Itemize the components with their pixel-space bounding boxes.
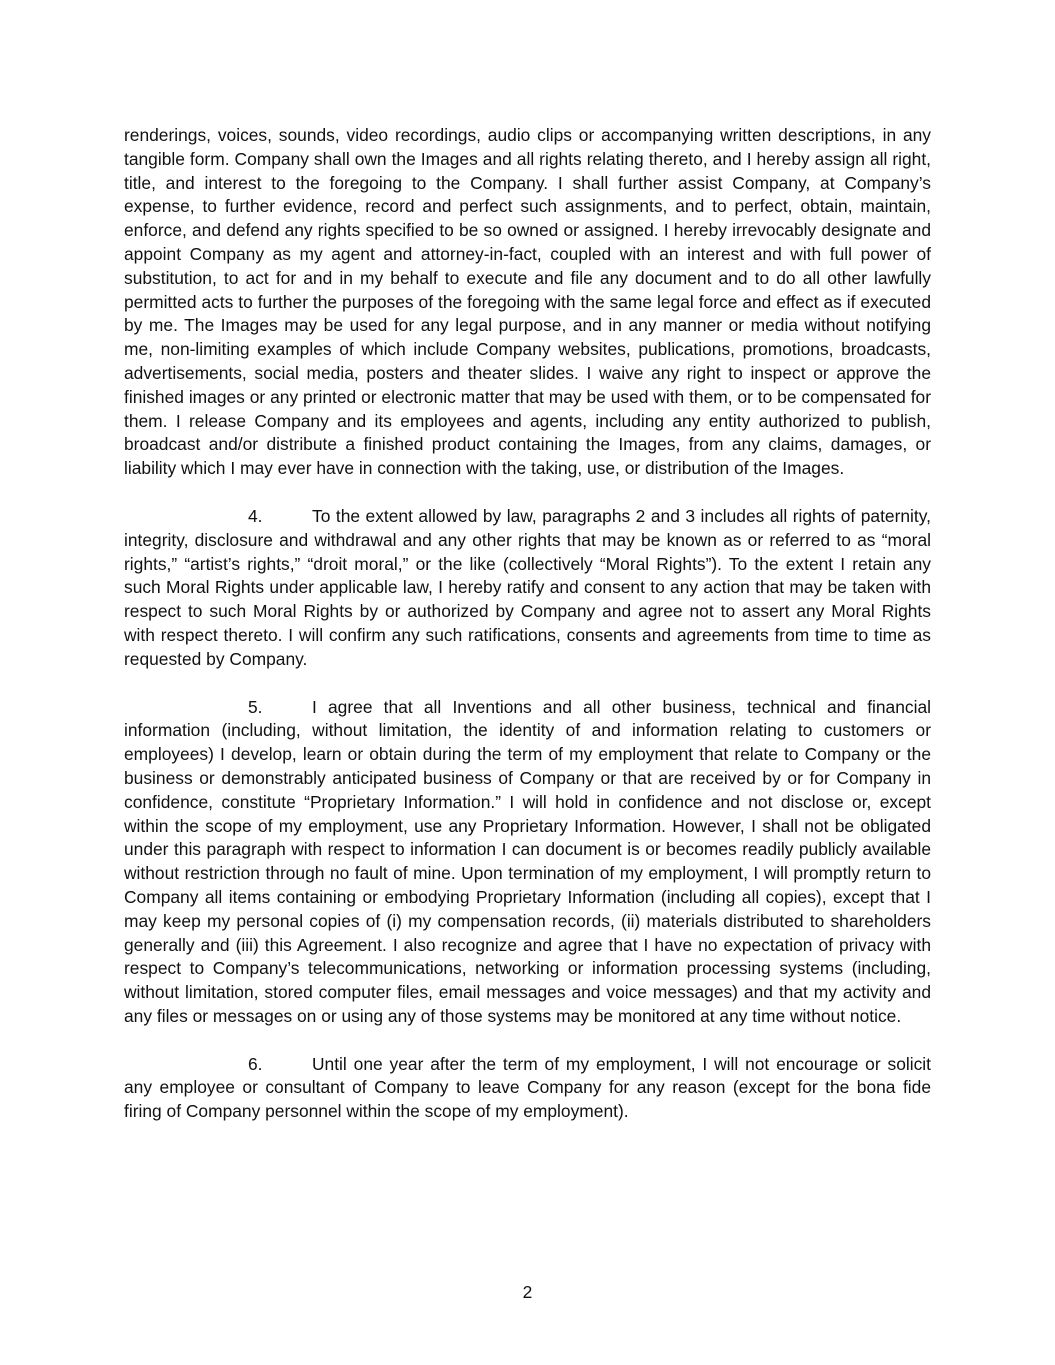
paragraph-5 [124, 696, 931, 1029]
paragraph-number: 5. [248, 696, 263, 717]
paragraph-text: To the extent allowed by law, paragraphs 2 and 3 includes all rights of paternity, integrity, disclosure and withdrawal and any other rights that may be known as or referred to as “moral rights,” “artist’s rights,” “droit moral,” or the like (collectively “Moral Rights”). To the extent I retain any such Moral Rights under applicable law, I hereby ratify and consent to any action that may be taken with respect to such Moral Rights by or authorized by Company and agree not to assert any Moral Rights with respect thereto. I will confirm any such ratifications, consents and agreements from time to time as requested by Company. [124, 505, 931, 669]
paragraph-number: 6. [248, 1053, 263, 1074]
paragraph-text: I agree that all Inventions and all other business, technical and financial information (including, without limitation, the identity of and information relating to customers or employees) I develop, learn or obtain during the term of my employment that relate to Company or the business or demonstrably anticipated business of Company or that are received by or for Company in confidence, constitute “Proprietary Information.” I will hold in confidence and not disclose or, except within the scope of my employment, use any Proprietary Information. However, I shall not be obligated under this paragraph with respect to information I can document is or becomes readily publicly available without restriction through no fault of mine. Upon termination of my employment, I will promptly return to Company all items containing or embodying Proprietary Information (including all copies), except that I may keep my personal copies of (i) my compensation records, (ii) materials distributed to shareholders generally and (iii) this Agreement. I also recognize and agree that I have no expectation of privacy with respect to Company’s telecommunications, networking or information processing systems (including, without limitation, stored computer files, email messages and voice messages) and that my activity and any files or messages on or using any of those systems may be monitored at any time without notice. [124, 696, 931, 1026]
paragraph-number: 4. [248, 505, 263, 526]
page-number: 2 [522, 1282, 533, 1302]
paragraph-text: Until one year after the term of my employment, I will not encourage or solicit any employee or consultant of Company to leave Company for any reason (except for the bona fide firing of Company personnel within the scope of my employment). [124, 1053, 931, 1122]
paragraph-text: renderings, voices, sounds, video recordings, audio clips or accompanying written descriptions, in any tangible form. Company shall own the Images and all rights relating thereto, and I hereby assign all right, title, and interest to the foregoing to the Company. I shall further assist Company, at Company’s expense, to further evidence, record and perfect such assignments, and to perfect, obtain, maintain, enforce, and defend any rights specified to be so owned or assigned. I hereby irrevocably designate and appoint Company as my agent and attorney-in-fact, coupled with an interest and with full power of substitution, to act for and in my behalf to execute and file any document and to do all other lawfully permitted acts to further the purposes of the foregoing with the same legal force and effect as if executed by me. The Images may be used for any legal purpose, and in any manner or media without notifying me, non-limiting examples of which include Company websites, publications, promotions, broadcasts, advertisements, social media, posters and theater slides. I waive any right to inspect or approve the finished images or any printed or electronic matter that may be used with them, or to be compensated for them. I release Company and its employees and agents, including any entity authorized to publish, broadcast and/or distribute a finished product containing the Images, from any claims, damages, or liability which I may ever have in connection with the taking, use, or distribution of the Images. [124, 125, 931, 479]
paragraph-6 [124, 1053, 931, 1124]
paragraph-continuation [124, 124, 931, 481]
paragraph-4 [124, 505, 931, 672]
document-body [124, 124, 931, 1148]
